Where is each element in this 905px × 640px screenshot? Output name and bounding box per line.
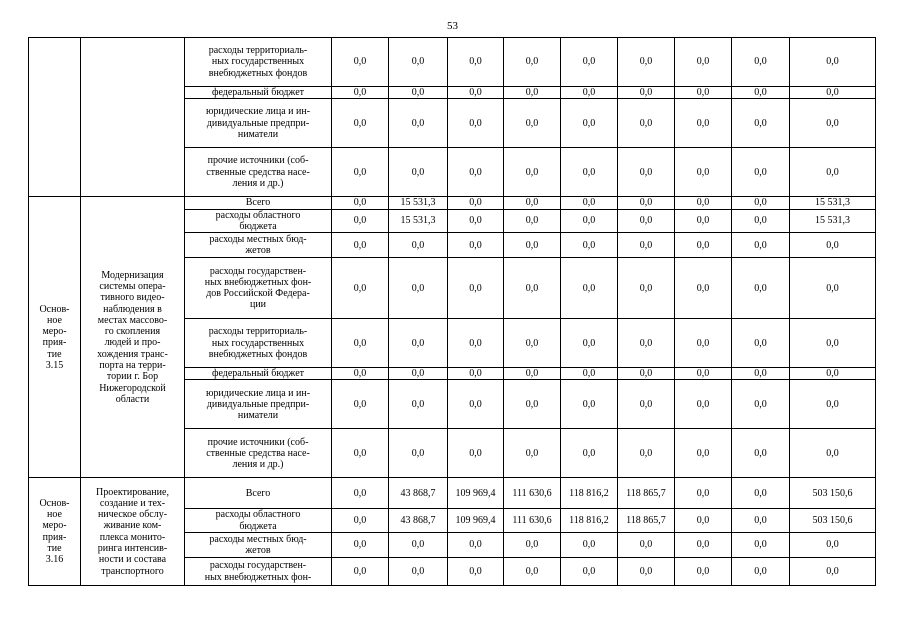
value-cell: 109 969,4 (448, 478, 504, 509)
value-cell: 0,0 (618, 87, 675, 99)
value-cell: 0,0 (389, 533, 448, 558)
value-cell: 0,0 (561, 319, 618, 368)
text-line: расходы государствен- (209, 265, 307, 277)
table-row (29, 478, 876, 509)
text-line: ции (249, 299, 267, 311)
value-cell: 0,0 (332, 478, 389, 509)
value-cell: 503 150,6 (790, 509, 876, 533)
value-cell: 0,0 (504, 368, 561, 380)
value-cell: 0,0 (561, 368, 618, 380)
value-cell: 0,0 (790, 368, 876, 380)
text-line: порта на терри- (99, 359, 166, 371)
value-cell: 0,0 (732, 509, 790, 533)
value-cell: 0,0 (332, 558, 389, 586)
value-cell: 0,0 (448, 38, 504, 87)
value-cell: 0,0 (675, 533, 732, 558)
text-line: расходы территориаль- (208, 326, 308, 338)
value-cell: 0,0 (504, 209, 561, 233)
value-cell: 0,0 (732, 148, 790, 197)
text-line: Нижегородской (99, 382, 166, 394)
value-cell: 0,0 (732, 209, 790, 233)
text-line: внебюджетных фондов (208, 348, 308, 360)
text-line: тие (47, 348, 62, 360)
funding-source-cell (185, 87, 332, 99)
text-line: транспортного (101, 565, 164, 577)
text-line: плекса монито- (99, 531, 166, 543)
text-line: федеральный бюджет (211, 368, 305, 380)
value-cell: 0,0 (448, 197, 504, 209)
value-cell: 0,0 (448, 319, 504, 368)
value-cell: 0,0 (618, 38, 675, 87)
text-line: прия- (42, 531, 67, 543)
value-cell: 0,0 (448, 148, 504, 197)
funding-source-cell (185, 533, 332, 558)
text-line: местах массово- (97, 314, 168, 326)
value-cell: 0,0 (332, 380, 389, 429)
value-cell: 0,0 (675, 38, 732, 87)
text-line: ления и др.) (232, 459, 284, 471)
value-cell: 0,0 (389, 429, 448, 478)
text-line: дивидуальные предпри- (206, 117, 310, 129)
funding-source-cell (185, 368, 332, 380)
value-cell: 0,0 (332, 99, 389, 148)
value-cell: 0,0 (448, 558, 504, 586)
text-line: расходы местных бюд- (209, 233, 307, 245)
value-cell: 0,0 (675, 148, 732, 197)
funding-source-cell (185, 558, 332, 586)
text-line: ринга интенсив- (97, 543, 168, 555)
text-line: ственные средства насе- (206, 447, 310, 459)
value-cell: 0,0 (675, 509, 732, 533)
value-cell: 0,0 (790, 258, 876, 319)
text-line: расходы местных бюд- (209, 533, 307, 545)
value-cell: 0,0 (504, 99, 561, 148)
value-cell: 118 816,2 (561, 509, 618, 533)
value-cell: 0,0 (332, 533, 389, 558)
text-line: внебюджетных фондов (208, 67, 308, 79)
text-line: расходы областного (215, 509, 301, 521)
page-number: 53 (447, 20, 458, 32)
value-cell: 0,0 (389, 380, 448, 429)
value-cell: 0,0 (618, 258, 675, 319)
text-line: ное (47, 314, 62, 326)
value-cell: 0,0 (561, 148, 618, 197)
text-line: области (115, 393, 150, 405)
text-line: Всего (245, 487, 271, 499)
value-cell: 0,0 (561, 380, 618, 429)
text-line: людей и про- (104, 337, 161, 349)
value-cell: 0,0 (732, 368, 790, 380)
measure-name-cell (81, 197, 185, 478)
value-cell: 0,0 (389, 258, 448, 319)
text-line: системы опера- (99, 280, 166, 292)
value-cell: 0,0 (561, 209, 618, 233)
value-cell: 0,0 (504, 197, 561, 209)
value-cell: 0,0 (790, 87, 876, 99)
funding-source-cell (185, 380, 332, 429)
value-cell: 0,0 (732, 429, 790, 478)
text-line: создание и тех- (99, 497, 166, 509)
text-line: тории г. Бор (106, 371, 159, 383)
value-cell: 0,0 (332, 509, 389, 533)
value-cell: 0,0 (332, 429, 389, 478)
text-line: юридические лица и ин- (205, 106, 311, 118)
value-cell: 0,0 (790, 429, 876, 478)
text-line: ления и др.) (232, 177, 284, 189)
text-line: ности и состава (98, 554, 167, 566)
text-line: прия- (42, 337, 67, 349)
value-cell: 0,0 (618, 233, 675, 258)
value-cell: 0,0 (504, 258, 561, 319)
text-line: жетов (245, 245, 271, 257)
text-line: ниматели (237, 128, 279, 140)
value-cell: 503 150,6 (790, 478, 876, 509)
funding-source-cell (185, 258, 332, 319)
value-cell: 0,0 (561, 558, 618, 586)
table-row (29, 38, 876, 87)
value-cell: 0,0 (561, 258, 618, 319)
text-line: федеральный бюджет (211, 87, 305, 98)
value-cell: 0,0 (732, 258, 790, 319)
value-cell: 0,0 (618, 558, 675, 586)
value-cell: 0,0 (561, 197, 618, 209)
value-cell: 118 865,7 (618, 478, 675, 509)
value-cell: 0,0 (504, 429, 561, 478)
value-cell: 0,0 (448, 380, 504, 429)
text-line: расходы государствен- (209, 560, 307, 572)
value-cell: 0,0 (732, 533, 790, 558)
text-line: расходы областного (215, 209, 301, 221)
value-cell: 0,0 (675, 99, 732, 148)
value-cell: 0,0 (732, 319, 790, 368)
value-cell: 0,0 (618, 533, 675, 558)
text-line: бюджета (239, 520, 277, 532)
value-cell: 111 630,6 (504, 478, 561, 509)
value-cell: 0,0 (448, 258, 504, 319)
value-cell: 0,0 (504, 38, 561, 87)
value-cell: 15 531,3 (790, 209, 876, 233)
value-cell: 0,0 (618, 319, 675, 368)
value-cell: 0,0 (332, 148, 389, 197)
value-cell: 0,0 (332, 209, 389, 233)
budget-table (28, 37, 876, 586)
table-body (29, 38, 876, 586)
value-cell: 0,0 (448, 368, 504, 380)
funding-source-cell (185, 319, 332, 368)
value-cell: 0,0 (389, 148, 448, 197)
value-cell: 0,0 (675, 380, 732, 429)
value-cell: 0,0 (790, 558, 876, 586)
value-cell: 0,0 (561, 99, 618, 148)
value-cell: 0,0 (448, 429, 504, 478)
table-row (29, 197, 876, 209)
value-cell: 0,0 (732, 380, 790, 429)
value-cell: 0,0 (790, 38, 876, 87)
value-cell: 43 868,7 (389, 509, 448, 533)
value-cell: 109 969,4 (448, 509, 504, 533)
text-line: меро- (42, 520, 67, 532)
value-cell: 0,0 (732, 38, 790, 87)
value-cell: 0,0 (618, 429, 675, 478)
text-line: Основ- (39, 303, 70, 315)
measure-code-cell (29, 197, 81, 478)
value-cell: 0,0 (389, 319, 448, 368)
value-cell: 0,0 (790, 533, 876, 558)
value-cell: 0,0 (732, 87, 790, 99)
value-cell: 0,0 (618, 148, 675, 197)
text-line: тие (47, 543, 62, 555)
text-line: дов Российской Федера- (206, 288, 310, 300)
funding-source-cell (185, 197, 332, 209)
value-cell: 118 816,2 (561, 478, 618, 509)
value-cell: 0,0 (675, 233, 732, 258)
measure-code-cell (29, 478, 81, 586)
value-cell: 0,0 (675, 197, 732, 209)
value-cell: 0,0 (389, 38, 448, 87)
value-cell: 111 630,6 (504, 509, 561, 533)
value-cell: 0,0 (332, 38, 389, 87)
value-cell: 0,0 (790, 319, 876, 368)
value-cell: 0,0 (448, 99, 504, 148)
value-cell: 15 531,3 (389, 197, 448, 209)
text-line: прочие источники (соб- (207, 155, 309, 167)
value-cell: 0,0 (675, 558, 732, 586)
value-cell: 0,0 (389, 99, 448, 148)
text-line: ных внебюджетных фон- (204, 276, 312, 288)
value-cell: 0,0 (561, 38, 618, 87)
value-cell: 0,0 (389, 233, 448, 258)
value-cell: 0,0 (332, 197, 389, 209)
text-line: меро- (42, 326, 67, 338)
funding-source-cell (185, 99, 332, 148)
measure-name-cell (81, 38, 185, 197)
text-line: Проектирование, (96, 486, 169, 498)
funding-source-cell (185, 509, 332, 533)
value-cell: 0,0 (561, 429, 618, 478)
text-line: Основ- (39, 497, 70, 509)
value-cell: 0,0 (332, 368, 389, 380)
text-line: го скопления (104, 326, 161, 338)
funding-source-cell (185, 478, 332, 509)
text-line: бюджета (239, 220, 277, 232)
funding-source-cell (185, 209, 332, 233)
value-cell: 0,0 (389, 558, 448, 586)
text-line: тивного видео- (100, 292, 165, 304)
measure-code-cell (29, 38, 81, 197)
text-line: ных государственных (211, 56, 305, 68)
value-cell: 0,0 (332, 233, 389, 258)
value-cell: 0,0 (504, 558, 561, 586)
funding-source-cell (185, 429, 332, 478)
measure-name-cell (81, 478, 185, 586)
value-cell: 0,0 (504, 380, 561, 429)
value-cell: 0,0 (732, 558, 790, 586)
value-cell: 15 531,3 (790, 197, 876, 209)
value-cell: 0,0 (675, 258, 732, 319)
value-cell: 0,0 (790, 148, 876, 197)
text-line: прочие источники (соб- (207, 436, 309, 448)
value-cell: 0,0 (332, 87, 389, 99)
text-line: ниматели (237, 410, 279, 422)
value-cell: 0,0 (675, 429, 732, 478)
text-line: ных государственных (211, 337, 305, 349)
funding-source-cell (185, 233, 332, 258)
text-line: расходы территориаль- (208, 45, 308, 57)
value-cell: 0,0 (618, 368, 675, 380)
text-line: ное (47, 509, 62, 521)
value-cell: 0,0 (618, 209, 675, 233)
text-line: наблюдения в (103, 303, 162, 315)
value-cell: 118 865,7 (618, 509, 675, 533)
value-cell: 0,0 (561, 533, 618, 558)
value-cell: 0,0 (504, 148, 561, 197)
value-cell: 0,0 (448, 233, 504, 258)
value-cell: 0,0 (504, 319, 561, 368)
value-cell: 0,0 (448, 87, 504, 99)
text-line: ных внебюджетных фон- (204, 571, 312, 583)
text-line: 3.15 (45, 359, 64, 371)
value-cell: 0,0 (561, 87, 618, 99)
value-cell: 0,0 (675, 209, 732, 233)
value-cell: 0,0 (675, 319, 732, 368)
text-line: хождения транс- (97, 348, 168, 360)
value-cell: 43 868,7 (389, 478, 448, 509)
value-cell: 0,0 (790, 380, 876, 429)
text-line: ственные средства насе- (206, 166, 310, 178)
text-line: ническое обслу- (97, 509, 168, 521)
value-cell: 0,0 (732, 99, 790, 148)
value-cell: 0,0 (448, 209, 504, 233)
value-cell: 0,0 (504, 233, 561, 258)
value-cell: 0,0 (675, 478, 732, 509)
value-cell: 0,0 (732, 233, 790, 258)
value-cell: 0,0 (504, 533, 561, 558)
value-cell: 0,0 (504, 87, 561, 99)
text-line: Модернизация (101, 269, 164, 281)
value-cell: 0,0 (790, 99, 876, 148)
value-cell: 0,0 (332, 319, 389, 368)
text-line: юридические лица и ин- (205, 387, 311, 399)
value-cell: 0,0 (790, 233, 876, 258)
value-cell: 15 531,3 (389, 209, 448, 233)
value-cell: 0,0 (618, 197, 675, 209)
value-cell: 0,0 (389, 87, 448, 99)
value-cell: 0,0 (732, 197, 790, 209)
funding-source-cell (185, 38, 332, 87)
funding-source-cell (185, 148, 332, 197)
value-cell: 0,0 (675, 368, 732, 380)
value-cell: 0,0 (618, 380, 675, 429)
text-line: жетов (245, 545, 271, 557)
value-cell: 0,0 (448, 533, 504, 558)
value-cell: 0,0 (618, 99, 675, 148)
value-cell: 0,0 (332, 258, 389, 319)
text-line: живание ком- (103, 520, 162, 532)
text-line: 3.16 (45, 554, 64, 566)
text-line: дивидуальные предпри- (206, 398, 310, 410)
value-cell: 0,0 (561, 233, 618, 258)
value-cell: 0,0 (732, 478, 790, 509)
value-cell: 0,0 (389, 368, 448, 380)
text-line: Всего (245, 197, 271, 209)
value-cell: 0,0 (675, 87, 732, 99)
